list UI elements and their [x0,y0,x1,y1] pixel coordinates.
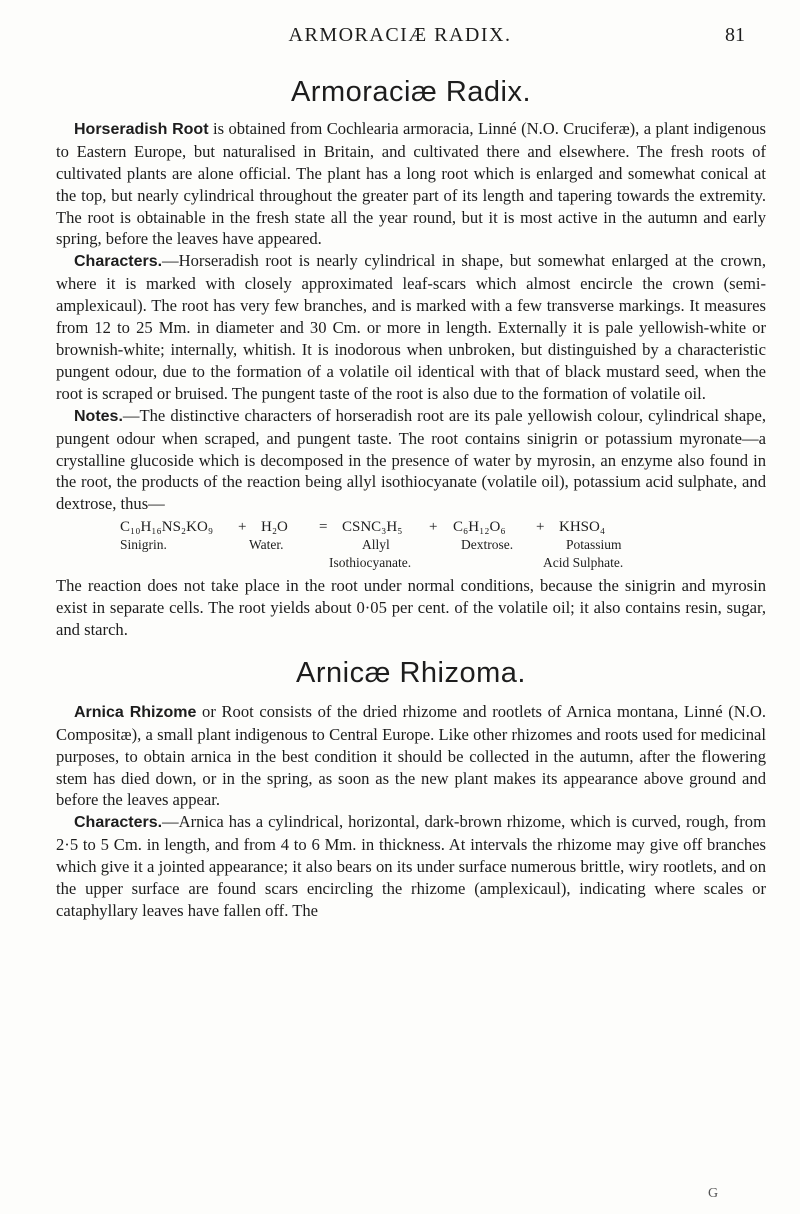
label-acid-sulphate: Acid Sulphate. [543,555,624,571]
formula-dextrose: C₆H₁₂O₆ [453,519,506,536]
equals-sign: = [319,519,328,536]
paragraph-horseradish-intro [56,118,766,250]
paragraph-text: —Arnica has a cylindrical, horizontal, dark-brown rhizome, which is curved, rough, from 2·5 to 5 Cm. in length, and from 4 to 6 Mm. in thickness. At intervals the rhizome may give off branches which give it a jointed appearance; it also bears on its under surface numerous brittle, wiry rootlets, and on the upper surface are found scars encircling the rhizome (amplexicaul), indicating where scales or cataphyllary leaves have fallen off. The [56,812,766,920]
running-head [0,24,800,48]
plus-sign: + [429,519,438,536]
signature-mark: G [708,1186,719,1201]
label-isothiocyanate: Isothiocyanate. [329,555,412,571]
chemical-equation [56,518,766,572]
plus-sign: + [238,519,247,536]
lead-term: Arnica Rhizome [74,703,197,721]
lead-term: Characters. [74,253,163,271]
paragraph-arnica-intro [56,701,766,812]
equation-formula-row [56,518,766,536]
label-allyl: Allyl [362,537,390,553]
page-content [56,72,766,922]
running-title: ARMORACIÆ RADIX. [288,24,512,46]
formula-potassium: KHSO₄ [559,519,606,536]
formula-sinigrin: C₁₀H₁₆NS₂KO₉ [120,519,214,536]
formula-water: H₂O [261,519,288,536]
section-heading-armoraciae: Armoraciæ Radix. [290,76,532,108]
paragraph-text: is obtained from Cochlearia armoracia, Linné (N.O. Cruciferæ), a plant indigenous to Eastern Europe, but naturalised in Britain, and cultivated there and elsewhere. The fresh roots of cultivated plants are alone official. The plant has a long root which is enlarged and somewhat conical at the top, but nearly cylindrical throughout the greater part of its length and tapering towards the extremity. The root is obtainable in the fresh state all the year round, but it is most active in the autumn and early spring, before the leaves have appeared. [56,118,766,249]
page-number: 81 [725,24,745,46]
section-heading-arnicae: Arnicæ Rhizoma. [296,656,526,689]
label-dextrose: Dextrose. [461,537,514,553]
paragraph-text: —The distinctive characters of horseradish root are its pale yellowish colour, cylindrical shape, pungent odour when scraped, and pungent taste. The root contains sinigrin or potassium myronate—a crystalline glucoside which is decomposed in the presence of water by myrosin, an enzyme also found in the root, the products of the reaction being allyl isothiocyanate (volatile oil), potassium acid sulphate, and dextrose, thus— [56,405,766,514]
paragraph-horseradish-notes [56,405,766,516]
paragraph-arnica-characters [56,811,766,922]
lead-term: Horseradish Root [74,120,209,138]
paragraph-text: —Horseradish root is nearly cylindrical in shape, but somewhat enlarged at the crown, where it is marked with closely approximated leaf-scars which almost encircle the crown (semi-amplexicaul). The root has very few branches, and is marked with a few transverse markings. It measures from 12 to 25 Mm. in diameter and 30 Cm. or more in length. Externally it is pale yellowish-white or brownish-white; internally, whitish. It is inodorous when unbroken, but distinguished by a characteristic pungent odour, due to the formation of a volatile oil identical with that of black mustard seed, when the root is scraped or bruised. The pungent taste of the root is also due to the formation of volatile oil. [56,251,766,403]
paragraph-horseradish-characters [56,250,766,404]
equation-label-row [56,536,766,554]
lead-term: Notes. [74,407,123,425]
formula-allyl: CSNC₃H₅ [342,519,403,536]
label-sinigrin: Sinigrin. [120,537,167,553]
equation-label-row [56,554,766,572]
label-water: Water. [249,537,284,553]
label-potassium: Potassium [566,537,622,553]
plus-sign: + [536,519,545,536]
lead-term: Characters. [74,814,163,832]
paragraph-reaction-note: The reaction does not take place in the root under normal conditions, because the sinigrin and myrosin exist in separate cells. The root yields about 0·05 per cent. of the volatile oil; it also contains resin, sugar, and starch. [56,576,766,640]
paragraph-text: or Root consists of the dried rhizome and rootlets of Arnica montana, Linné (N.O. Compositæ), a small plant indigenous to Central Europe. Like other rhizomes and roots used for medicinal purposes, to obtain arnica in the best condition it should be collected in the autumn, after the flowering stem has died down, or in the spring, as soon as the new plant makes its appearance above ground and before the leaves appear. [56,701,766,810]
